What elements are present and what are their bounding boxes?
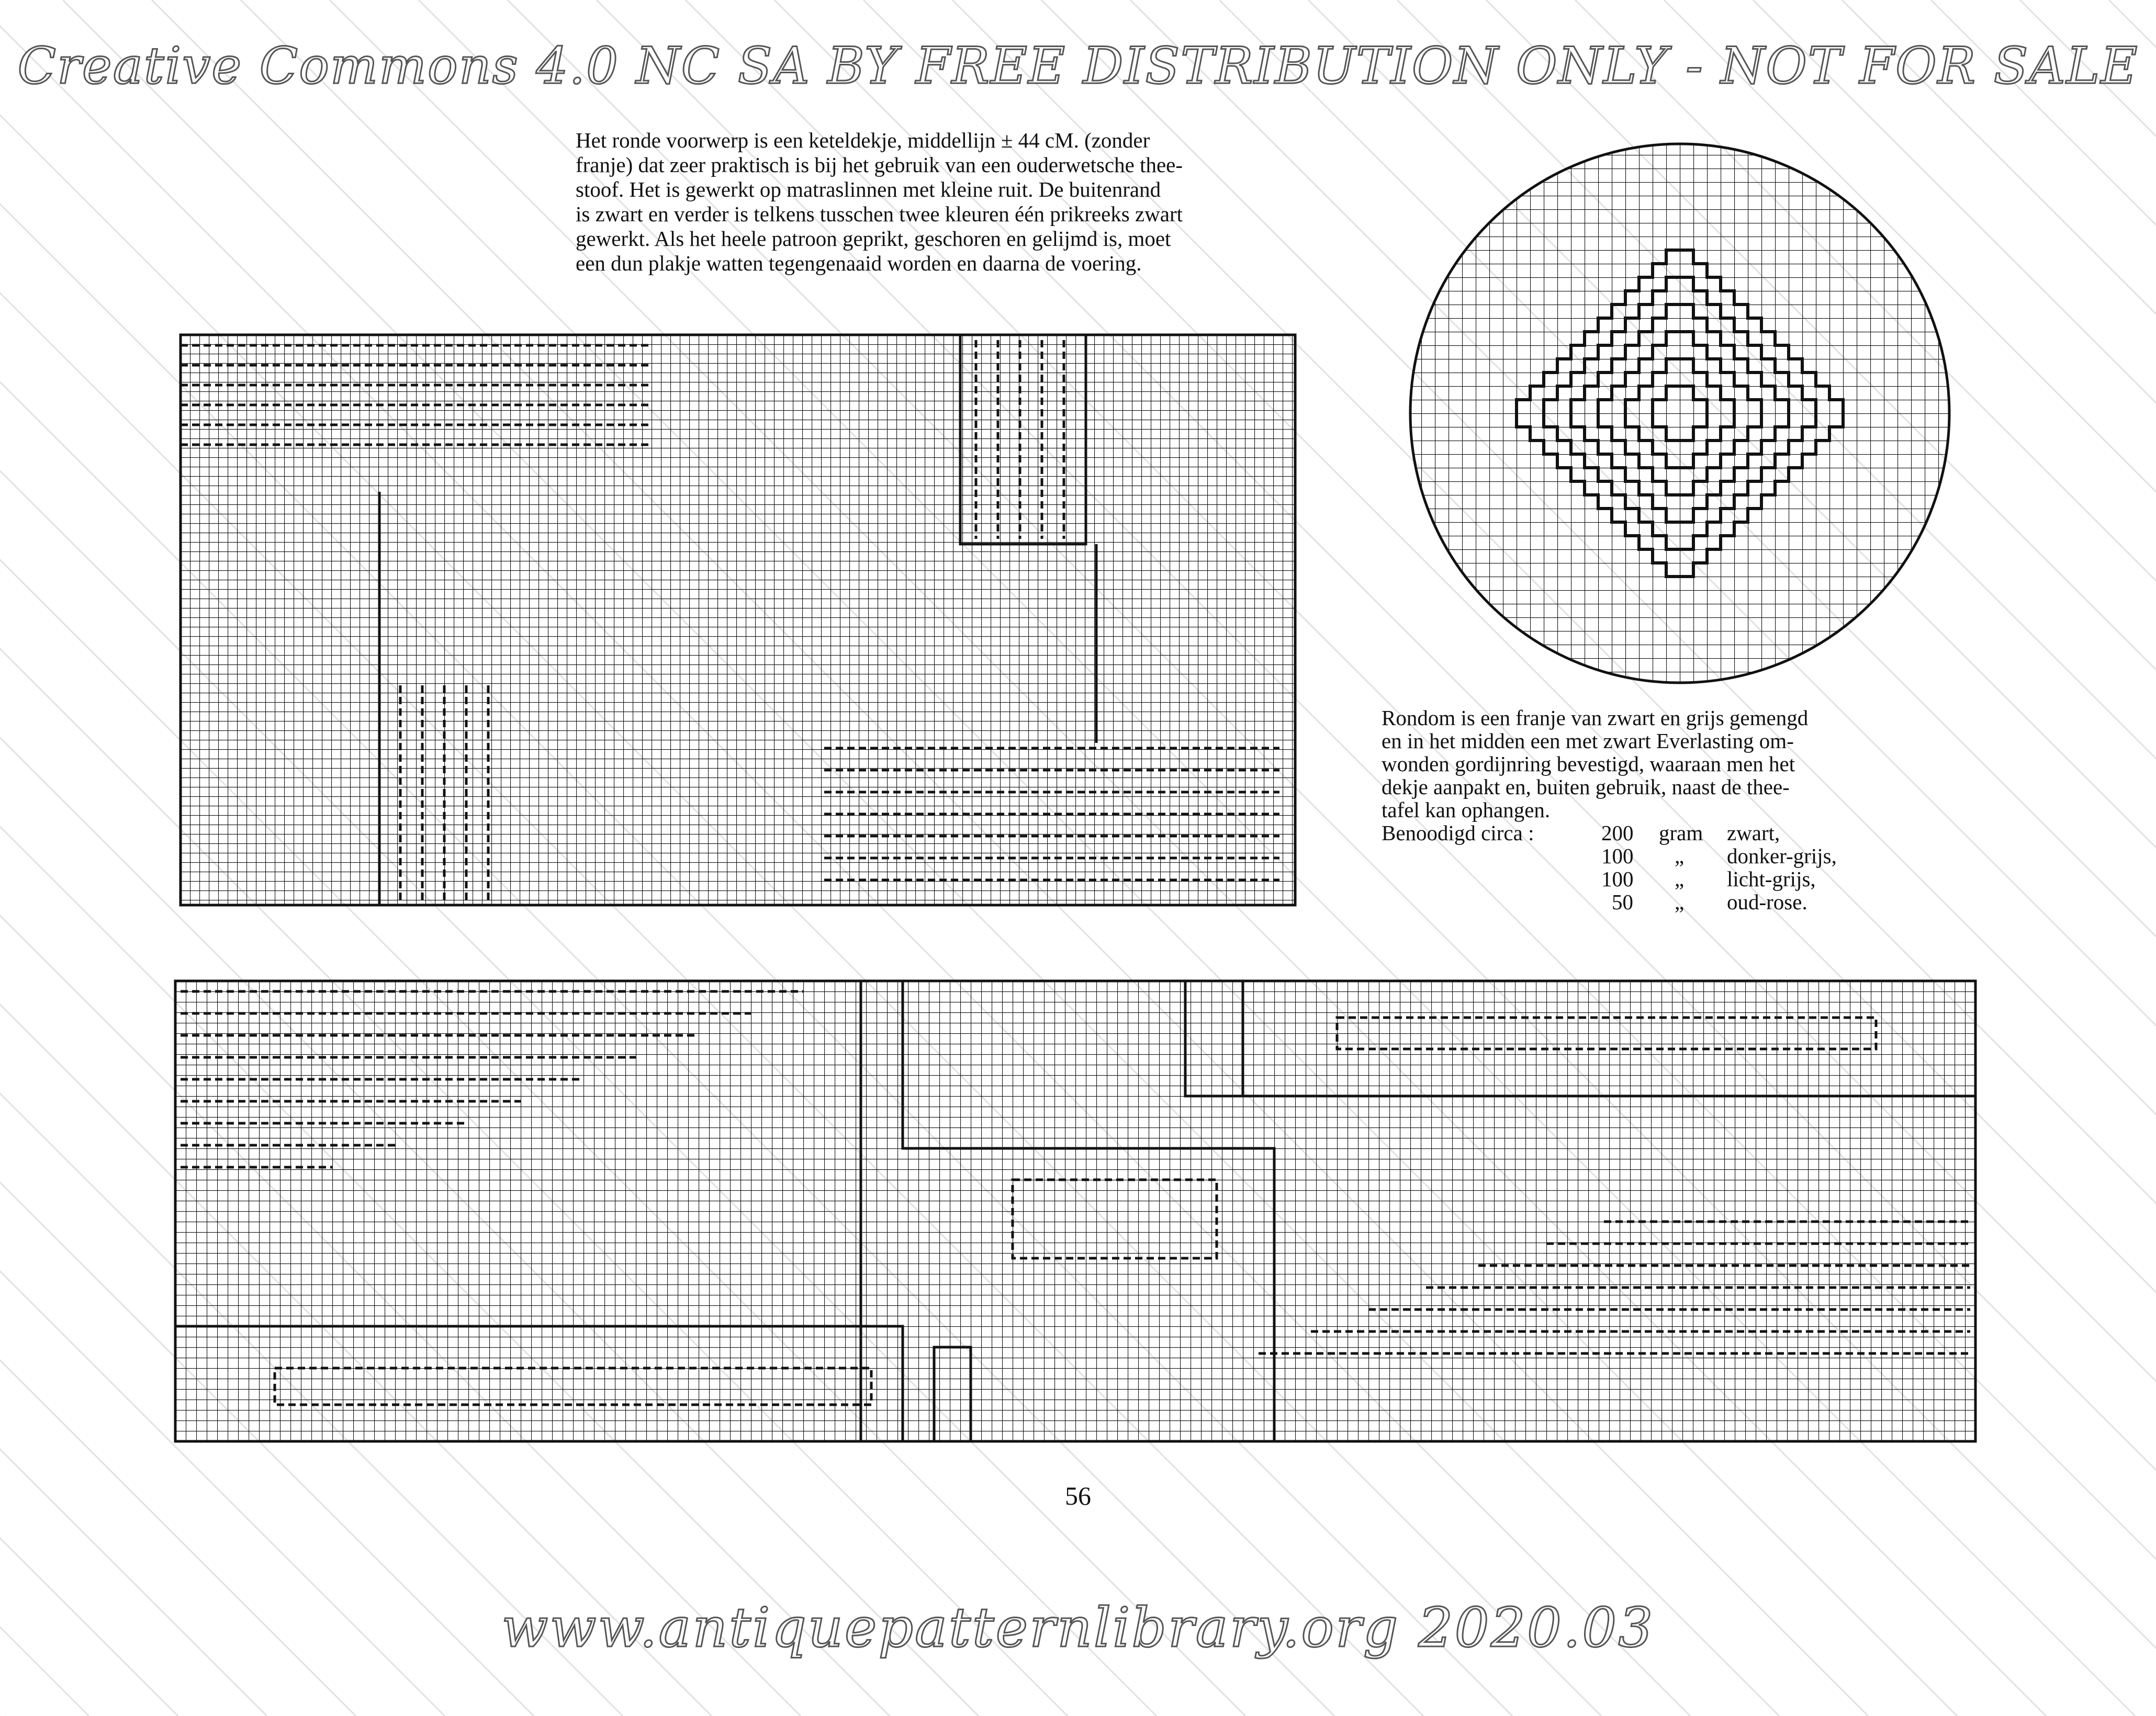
- materials-list: [1382, 821, 1957, 913]
- materials-label: Benoodigd circa :: [1382, 821, 1534, 845]
- intro-line: een dun plakje watten tegengenaaid worden en daarna de voering.: [576, 251, 1142, 275]
- materials-unit: „: [1675, 890, 1685, 914]
- page-number: 56: [1065, 1481, 1091, 1510]
- materials-color: zwart,: [1727, 821, 1780, 845]
- materials-color: donker-grijs,: [1727, 844, 1837, 868]
- watermark-stripe: [0, 0, 89, 1716]
- materials-qty: 100: [1601, 844, 1634, 868]
- intro-line: Het ronde voorwerp is een keteldekje, middellijn ± 44 cM. (zonder: [576, 128, 1150, 152]
- intro-line: gewerkt. Als het heele patroon geprikt, geschoren en gelijmd is, moet: [576, 227, 1171, 251]
- intro-line: franje) dat zeer praktisch is bij het gebruik van een ouderwetsche thee-: [576, 153, 1183, 177]
- materials-unit: „: [1675, 844, 1685, 868]
- watermark-stripe: [0, 0, 178, 1716]
- watermark-stripe: [2020, 0, 2156, 1716]
- materials-color: licht-grijs,: [1727, 867, 1816, 891]
- fringe-paragraph: [1382, 706, 1983, 821]
- materials-qty: 100: [1601, 867, 1634, 891]
- materials-unit: gram: [1659, 821, 1703, 845]
- fringe-line: en in het midden een met zwart Everlasting om-: [1382, 729, 1794, 753]
- license-banner: Creative Commons 4.0 NC SA BY FREE DISTRIBUTION ONLY - NOT FOR SALE: [17, 37, 2139, 95]
- fringe-line: Rondom is een franje van zwart en grijs gemengd: [1382, 706, 1809, 730]
- materials-qty: 200: [1601, 821, 1634, 845]
- materials-unit: „: [1675, 867, 1685, 891]
- materials-color: oud-rose.: [1727, 890, 1807, 914]
- materials-qty: 50: [1612, 890, 1633, 914]
- fringe-line: wonden gordijnring bevestigd, waaraan men het: [1382, 752, 1795, 776]
- footer-url: www.antiquepatternlibrary.org 2020.03: [501, 1596, 1655, 1659]
- intro-line: stoof. Het is gewerkt op matraslinnen met kleine ruit. De buitenrand: [576, 177, 1161, 201]
- round-mat-chart: [1408, 141, 1952, 685]
- intro-line: is zwart en verder is telkens tusschen twee kleuren één prikreeks zwart: [576, 202, 1183, 226]
- fringe-line: dekje aanpakt en, buiten gebruik, naast de thee-: [1382, 775, 1790, 799]
- border-chart-upper: [181, 335, 1295, 905]
- watermark-stripe: [2109, 0, 2156, 1716]
- border-chart-lower: [175, 981, 1975, 1441]
- watermark-stripe: [1931, 0, 2156, 1716]
- intro-paragraph: [576, 128, 1392, 276]
- fringe-line: tafel kan ophangen.: [1382, 798, 1551, 822]
